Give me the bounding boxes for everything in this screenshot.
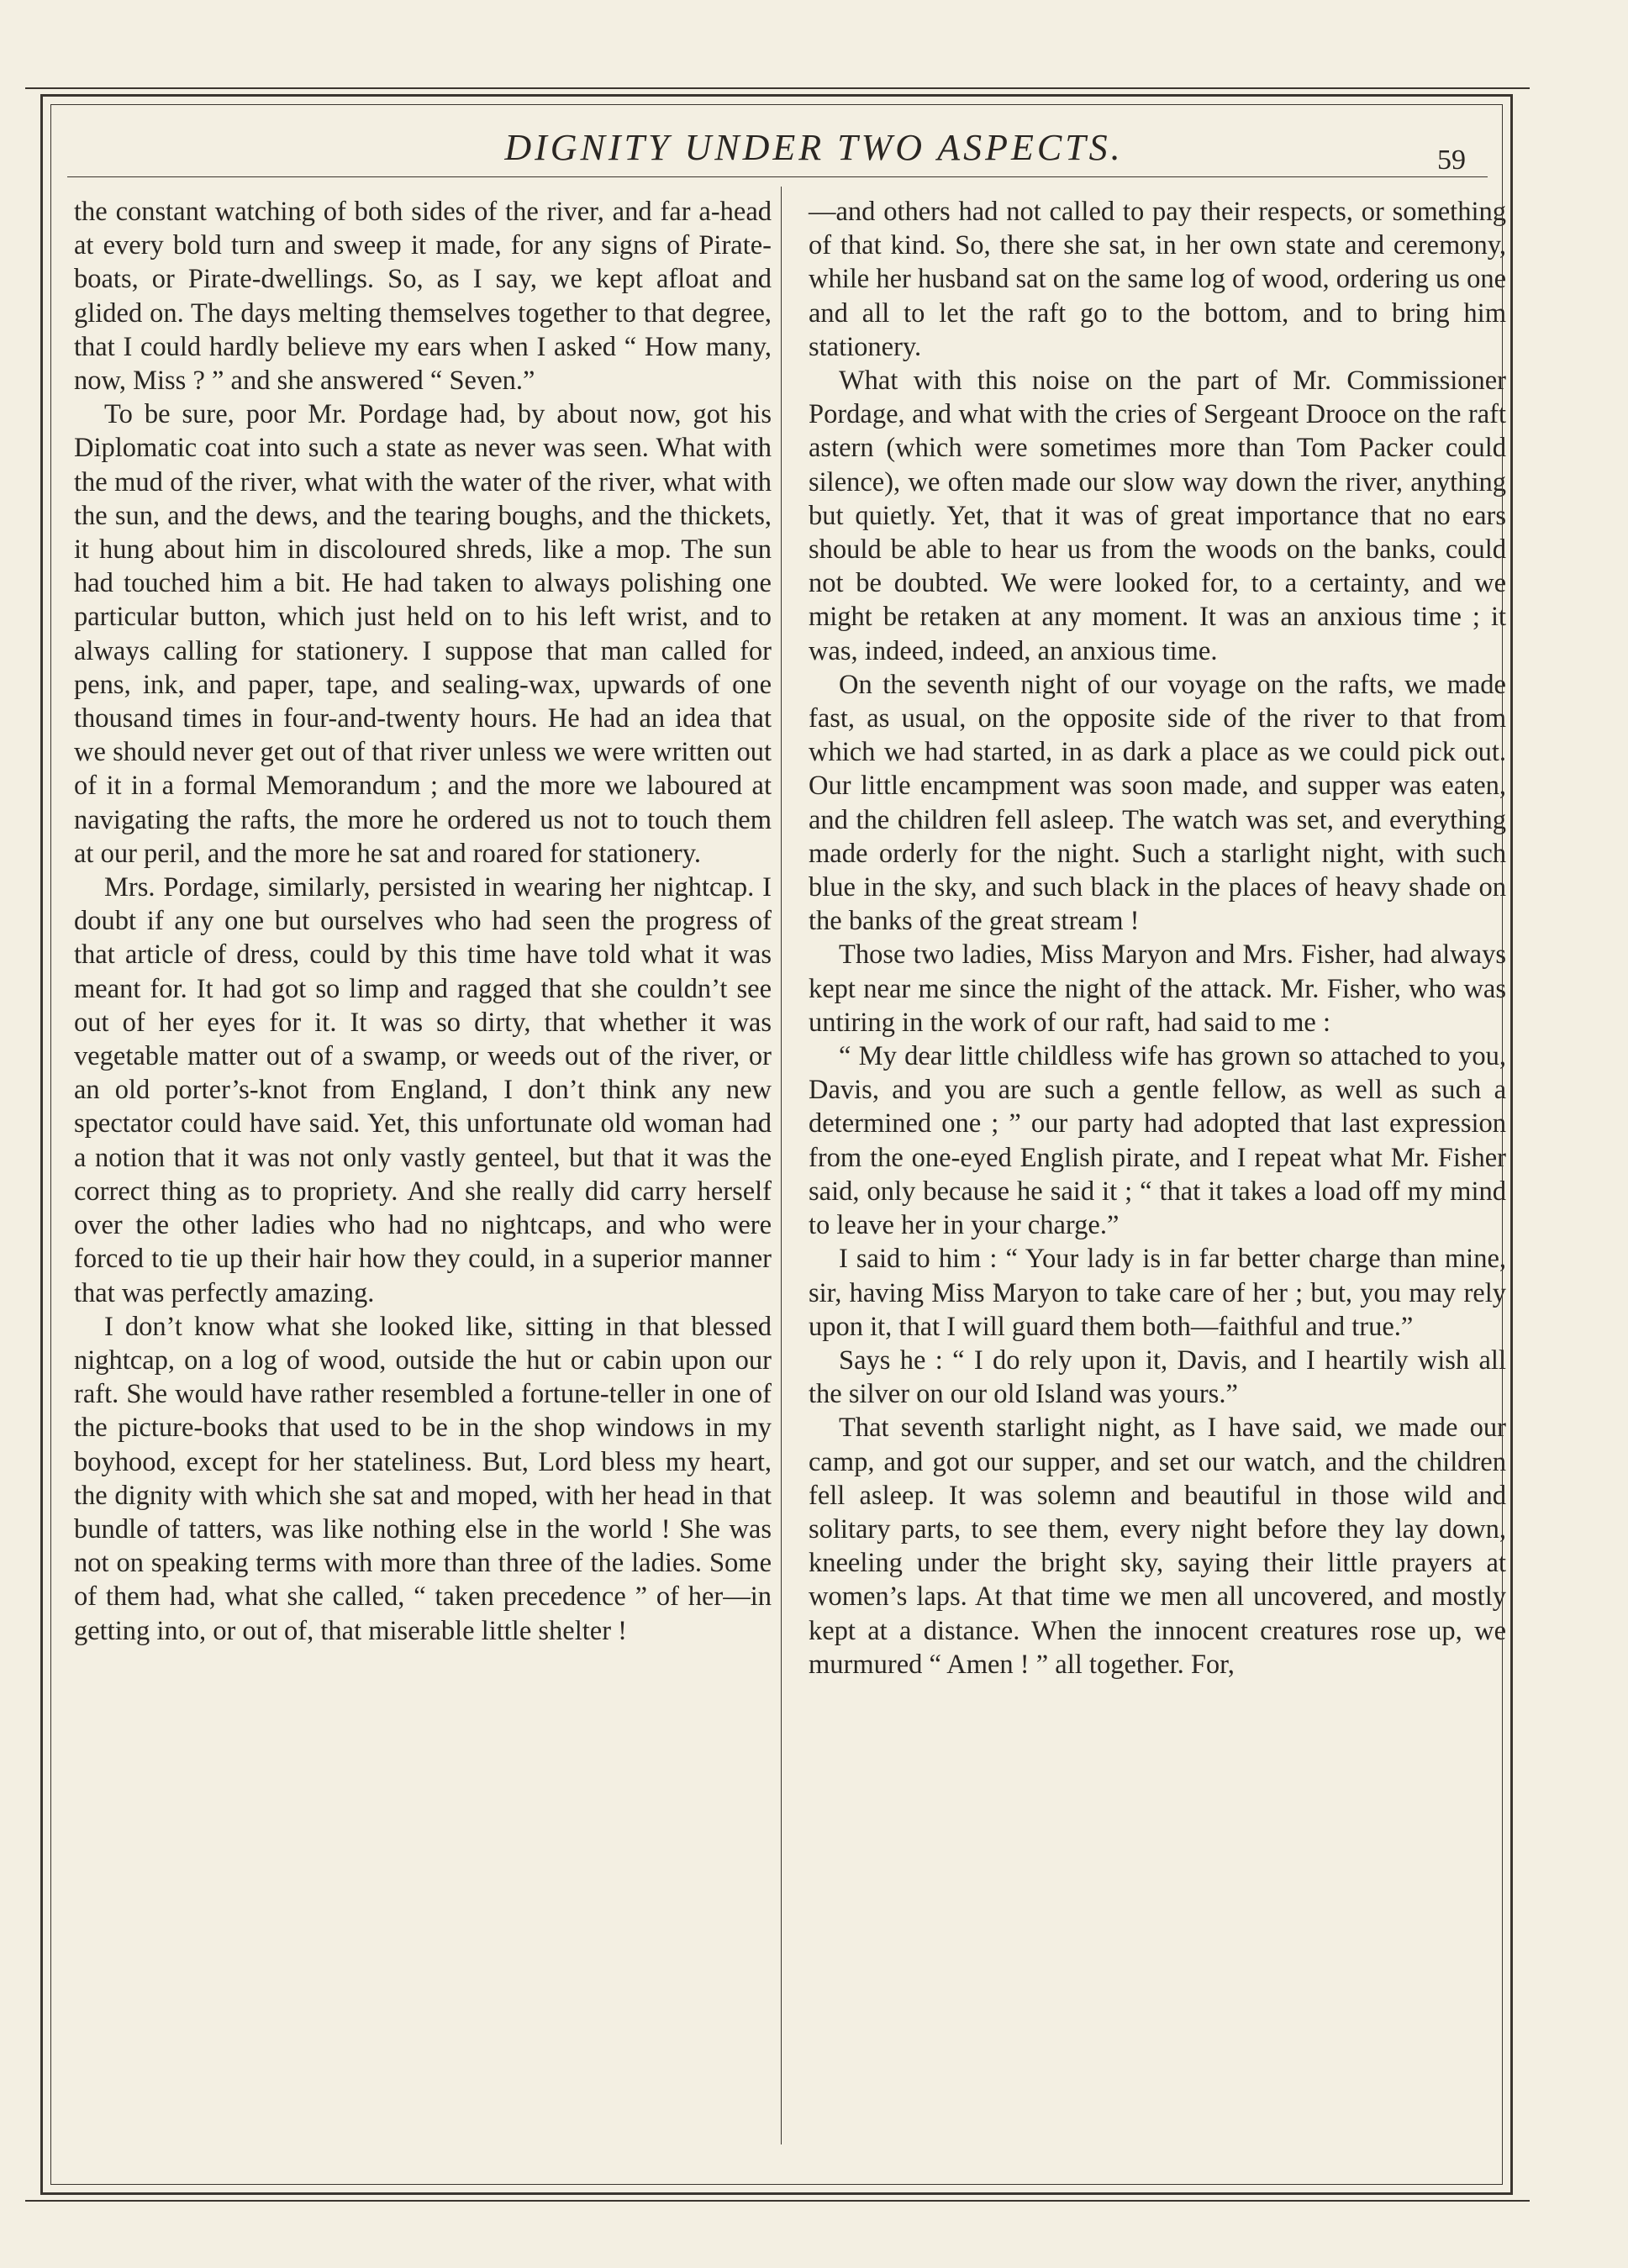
right-column bbox=[809, 195, 1506, 1681]
left-column bbox=[74, 195, 772, 1648]
top-rule bbox=[25, 87, 1530, 89]
paragraph: the constant watching of both sides of the river, and far a-head at every bold turn and sweep it made, for any signs of Pirate-boats, or Pirate-dwellings. So, as I say, we kept afloat and glided on. The days melting themselves together to that degree, that I could hardly believe my ears when I asked “ How many, now, Miss ? ” and she answered “ Seven.” bbox=[74, 197, 772, 397]
running-title: DIGNITY UNDER TWO ASPECTS. bbox=[504, 127, 1124, 168]
paragraph: On the seventh night of our voyage on the rafts, we made fast, as usual, on the opposite side of the river to that from which we had started, in as dark a place as we could pick out. Our little encampment was soon made, and supper was eaten, and the children fell asleep. The watch was set, and everything made orderly for the night. Such a starlight night, with such blue in the sky, and such black in the places of heavy shade on the banks of the great stream ! bbox=[809, 669, 1506, 937]
paragraph: I said to him : “ Your lady is in far better charge than mine, sir, having Miss Maryon to take care of her ; but, you may rely upon it, that I will guard them both—faithful and true.” bbox=[809, 1244, 1506, 1342]
paragraph: “ My dear little childless wife has grown so attached to you, Davis, and you are such a gentle fellow, as well as such a determined one ; ” our party had adopted that last expression from the one-eyed English pirate, and I repeat what Mr. Fisher said, only because he said it ; “ that it takes a load off my mind to leave her in your charge.” bbox=[809, 1041, 1506, 1241]
paragraph: —and others had not called to pay their respects, or something of that kind. So, there she sat, in her own state and ceremony, while her husband sat on the same log of wood, ordering us one and all to let the raft go to the bottom, and to bring him stationery. bbox=[809, 197, 1506, 362]
column-divider bbox=[781, 187, 782, 2144]
paragraph: Says he : “ I do rely upon it, Davis, and I heartily wish all the silver on our old Island was yours.” bbox=[809, 1344, 1506, 1410]
paragraph: That seventh starlight night, as I have said, we made our camp, and got our supper, and set our watch, and the children fell asleep. It was solemn and beautiful in those wild and solitary parts, to see them, every night before they lay down, kneeling under the bright sky, saying their little prayers at women’s laps. At that time we men all uncovered, and mostly kept at a distance. When the innocent creatures rose up, we murmured “ Amen ! ” all together. For, bbox=[809, 1413, 1506, 1680]
paragraph: What with this noise on the part of Mr. Commissioner Pordage, and what with the cries of Sergeant Drooce on the raft astern (which were sometimes more than Tom Packer could silence), we often made our slow way down the river, anything but quietly. Yet, that it was of great importance that no ears should be able to hear us from the woods on the banks, could not be doubted. We were looked for, to a certainty, and we might be retaken at any moment. It was an anxious time ; it was, indeed, indeed, an anxious time. bbox=[809, 366, 1506, 666]
paragraph: Mrs. Pordage, similarly, persisted in wearing her nightcap. I doubt if any one but ourselves who had seen the progress of that article of dress, could by this time have told what it was meant for. It had got so limp and ragged that she couldn’t see out of her eyes for it. It was so dirty, that whether it was vegetable matter out of a swamp, or weeds out of the river, or an old porter’s-knot from England, I don’t think any new spectator could have said. Yet, this unfortunate old woman had a notion that it was not only vastly genteel, but that it was the correct thing as to propriety. And she really did carry herself over the other ladies who had no nightcaps, and who were forced to tie up their hair how they could, in a superior manner that was perfectly amazing. bbox=[74, 872, 772, 1308]
header-rule bbox=[67, 176, 1488, 177]
paragraph: To be sure, poor Mr. Pordage had, by about now, got his Diplomatic coat into such a state as never was seen. What with the mud of the river, what with the water of the river, what with the sun, and the dews, and the tearing boughs, and the thickets, it hung about him in discoloured shreds, like a mop. The sun had touched him a bit. He had taken to always polishing one particular button, which just held on to his left wrist, and to always calling for stationery. I suppose that man called for pens, ink, and paper, tape, and sealing-wax, upwards of one thousand times in four-and-twenty hours. He had an idea that we should never get out of that river unless we were written out of it in a formal Memorandum ; and the more we laboured at navigating the rafts, the more he ordered us not to touch them at our peril, and the more he sat and roared for stationery. bbox=[74, 399, 772, 869]
paragraph: I don’t know what she looked like, sitting in that blessed nightcap, on a log of wood, outside the hut or cabin upon our raft. She would have rather resembled a fortune-teller in one of the picture-books that used to be in the shop windows in my boyhood, except for her stateliness. But, Lord bless my heart, the dignity with which she sat and moped, with her head in that bundle of tatters, was like nothing else in the world ! She was not on speaking terms with more than three of the ladies. Some of them had, what she called, “ taken precedence ” of her—in getting into, or out of, that miserable little shelter ! bbox=[74, 1311, 772, 1646]
bottom-rule bbox=[25, 2200, 1530, 2202]
paragraph: Those two ladies, Miss Maryon and Mrs. Fisher, had always kept near me since the night of the attack. Mr. Fisher, who was untiring in the work of our raft, had said to me : bbox=[809, 939, 1506, 1038]
page-number: 59 bbox=[1437, 145, 1466, 176]
